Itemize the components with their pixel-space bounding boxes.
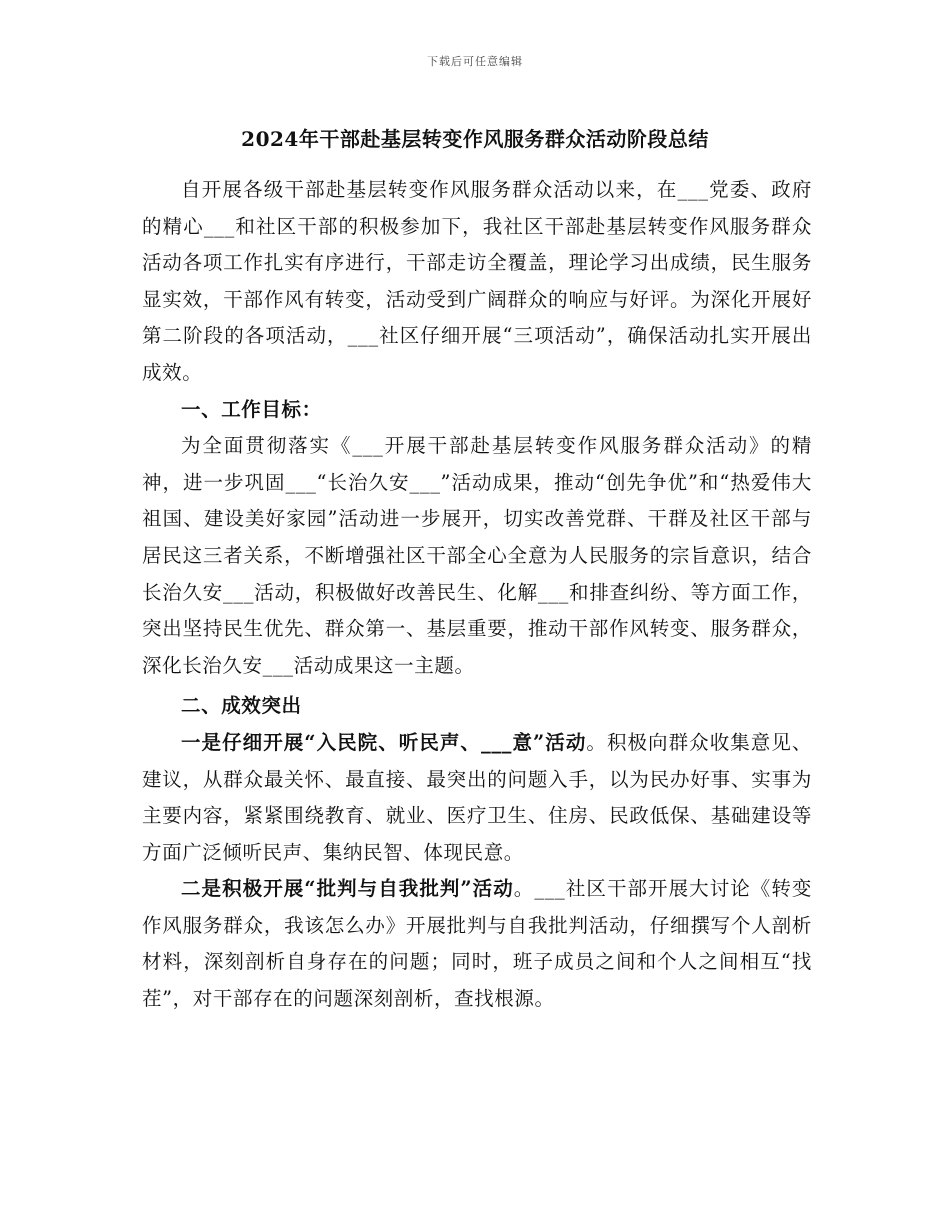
intro-paragraph: 自开展各级干部赴基层转变作风服务群众活动以来，在___党委、政府的精心___和社区干部的积极参加下，我社区干部赴基层转变作风服务群众活动各项工作扎实有序进行，干部走访全覆盖，理论学习出成绩，民生服务显实效，干部作风有转变，活动受到广阔群众的响应与好评。为深化开展好第二阶段的各项活动，___社区仔细开展“三项活动”，确保活动扎实开展出成效。 <box>142 178 812 384</box>
document-title: 2024年干部赴基层转变作风服务群众活动阶段总结 <box>241 127 709 151</box>
achievement-item-2-lead: 二是积极开展“批判与自我批判”活动 <box>181 877 514 901</box>
section-heading-achievements: 二、成效突出 <box>181 694 302 718</box>
achievement-item-2 <box>142 871 812 1017</box>
achievement-item-1-lead: 一是仔细开展“入民院、听民声、___意”活动 <box>181 730 587 754</box>
section-heading-work-goals: 一、工作目标： <box>181 397 322 421</box>
work-goals-paragraph: 为全面贯彻落实《___开展干部赴基层转变作风服务群众活动》的精神，进一步巩固___“长治久安___”活动成果，推动“创先争优”和“热爱伟大祖国、建设美好家园”活动进一步展开，切实改善党群、干群及社区干部与居民这三者关系，不断增强社区干部全心全意为人民服务的宗旨意识，结合长治久安___活动，积极做好改善民生、化解___和排查纠纷、等方面工作，突出坚持民生优先、群众第一、基层重要，推动干部作风转变、服务群众，深化长治久安___活动成果这一主题。 <box>142 434 812 677</box>
document-body <box>142 172 812 1018</box>
achievement-item-2-body: 。___社区干部开展大讨论《转变作风服务群众，我该怎么办》开展批判与自我批判活动，仔细撰写个人剖析材料，深刻剖析自身存在的问题；同时，班子成员之间和个人之间相互“找茬”，对干部存在的问题深刻剖析，查找根源。 <box>142 877 812 1011</box>
header-note: 下载后可任意编辑 <box>427 55 523 68</box>
achievement-item-1-body: 。积极向群众收集意见、建议，从群众最关怀、最直接、最突出的问题入手，以为民办好事、实事为主要内容，紧紧围绕教育、就业、医疗卫生、住房、民政低保、基础建设等方面广泛倾听民声、集纳民智、体现民意。 <box>142 730 812 864</box>
achievement-item-1 <box>142 725 812 871</box>
